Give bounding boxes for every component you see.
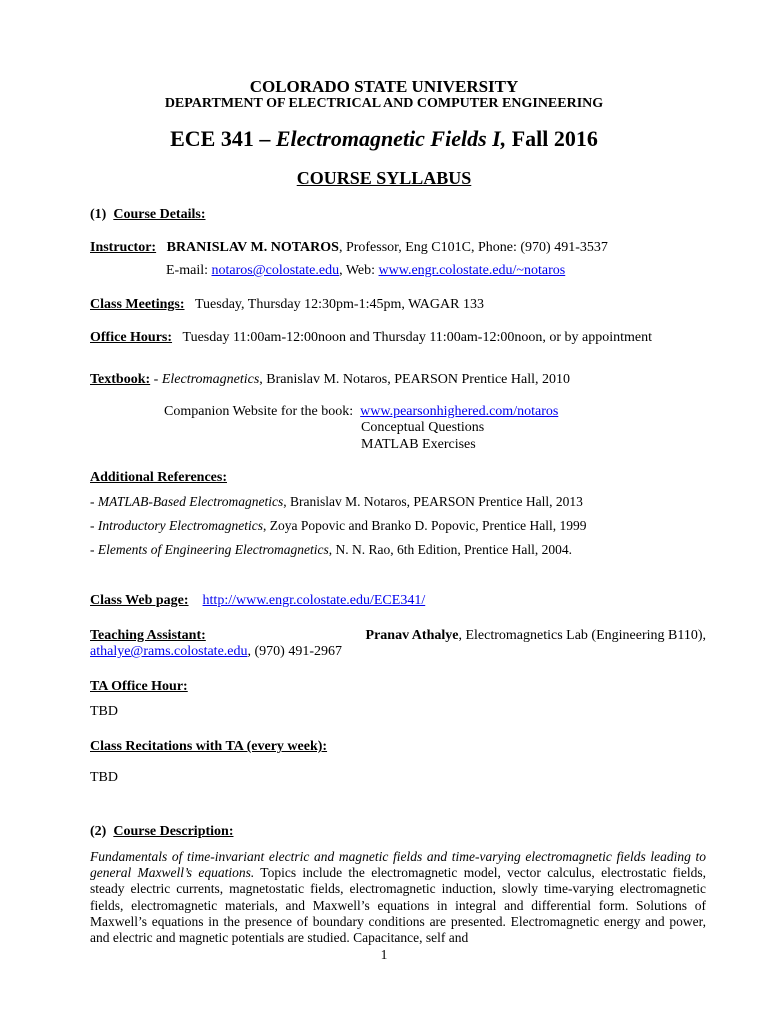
instructor-label: Instructor:	[90, 240, 157, 255]
recitations-value: TBD	[90, 770, 118, 785]
reference-rest: , Zoya Popovic and Branko D. Popovic, Prentice Hall, 1999	[262, 518, 587, 533]
companion-label: Companion Website for the book:	[164, 404, 354, 419]
department-name: DEPARTMENT OF ELECTRICAL AND COMPUTER ENGINEERING	[164, 96, 604, 111]
course-term: Fall 2016	[506, 126, 598, 151]
section2-heading	[90, 824, 233, 840]
course-name: Electromagnetic Fields I,	[275, 126, 507, 151]
reference-title: MATLAB-Based Electromagnetics	[97, 494, 284, 509]
textbook-dash: -	[150, 372, 162, 387]
companion-item-matlab: MATLAB Exercises	[361, 437, 476, 452]
reference-item	[90, 494, 583, 510]
teaching-assistant-contact-line	[90, 644, 342, 660]
instructor-details: , Professor, Eng C101C, Phone: (970) 491-3537	[338, 240, 608, 255]
companion-item-conceptual: Conceptual Questions	[361, 420, 485, 435]
course-title	[0, 126, 768, 152]
class-web-page-line	[90, 593, 425, 609]
textbook-label: Textbook:	[90, 372, 151, 387]
course-description-text: Topics include the electromagnetic model, vector calculus, electrostatic fields, steady electric currents, magnetostatic fields, electromagnetic induction, slowly time-varying electromagnetic fields, electromagnetic materials, and Maxwell’s equations in integral and differential form. Solutions of Maxwell’s equations in the presence of boundary conditions are presented. Electromagnetic energy and power, and electric and magnetic potentials are studied. Capacitance, self and	[90, 865, 706, 946]
teaching-assistant-phone: , (970) 491-2967	[247, 644, 342, 659]
textbook-title: Electromagnetics	[161, 372, 260, 387]
teaching-assistant-label: Teaching Assistant:	[90, 628, 206, 643]
teaching-assistant-details: , Electromagnetics Lab (Engineering B110),	[458, 628, 706, 643]
instructor-line	[90, 240, 608, 256]
reference-item	[90, 542, 572, 558]
ta-office-hour-label: TA Office Hour:	[90, 679, 188, 694]
office-hours-label: Office Hours:	[90, 330, 173, 345]
instructor-web-link[interactable]: www.engr.colostate.edu/~notaros	[378, 263, 566, 278]
section2-number: (2)	[90, 824, 107, 839]
class-web-page-label: Class Web page:	[90, 593, 189, 608]
textbook-rest: , Branislav M. Notaros, PEARSON Prentice Hall, 2010	[259, 372, 570, 387]
section1-heading	[90, 207, 205, 223]
teaching-assistant-line	[90, 628, 706, 644]
ta-office-hour-value: TBD	[90, 704, 118, 719]
class-meetings-label: Class Meetings:	[90, 297, 185, 312]
course-code: ECE 341 –	[170, 126, 276, 151]
office-hours-value: Tuesday 11:00am-12:00noon and Thursday 11:00am-12:00noon, or by appointment	[182, 330, 653, 345]
class-web-page-link[interactable]: http://www.engr.colostate.edu/ECE341/	[202, 593, 426, 608]
teaching-assistant-name: Pranav Athalye	[365, 628, 459, 643]
reference-title: Introductory Electromagnetics	[97, 518, 263, 533]
reference-dash: -	[90, 542, 98, 557]
instructor-email-link[interactable]: notaros@colostate.edu	[211, 263, 340, 278]
recitations-label: Class Recitations with TA (every week):	[90, 739, 328, 754]
reference-dash: -	[90, 518, 98, 533]
section2-title: Course Description:	[113, 824, 234, 839]
textbook-line	[90, 372, 570, 388]
reference-dash: -	[90, 494, 98, 509]
reference-title: Elements of Engineering Electromagnetics	[97, 542, 329, 557]
course-description-italic: Fundamentals of time-invariant electric and magnetic fields and time-varying electromagnetic fields leading to general Maxwell’s equations.	[90, 849, 706, 881]
doc-title: COURSE SYLLABUS	[296, 168, 472, 188]
teaching-assistant-email-link[interactable]: athalye@rams.colostate.edu	[90, 644, 248, 659]
page-number: 1	[380, 947, 388, 962]
reference-rest: , N. N. Rao, 6th Edition, Prentice Hall, 2004.	[328, 542, 573, 557]
class-meetings-line	[90, 297, 484, 313]
university-name: COLORADO STATE UNIVERSITY	[249, 77, 519, 96]
reference-item	[90, 518, 587, 534]
web-label: , Web:	[339, 263, 379, 278]
office-hours-line	[90, 330, 652, 346]
companion-url-link[interactable]: www.pearsonhighered.com/notaros	[360, 404, 559, 419]
additional-references-label: Additional References:	[90, 470, 227, 485]
class-meetings-value: Tuesday, Thursday 12:30pm-1:45pm, WAGAR 133	[195, 297, 484, 312]
reference-rest: , Branislav M. Notaros, PEARSON Prentice Hall, 2013	[283, 494, 583, 509]
course-description-paragraph	[90, 849, 706, 946]
companion-line	[164, 404, 558, 420]
instructor-contact-line	[166, 263, 565, 279]
email-label: E-mail:	[166, 263, 212, 278]
section1-title: Course Details:	[113, 207, 206, 222]
instructor-name: BRANISLAV M. NOTAROS	[166, 240, 339, 255]
section1-number: (1)	[90, 207, 107, 222]
